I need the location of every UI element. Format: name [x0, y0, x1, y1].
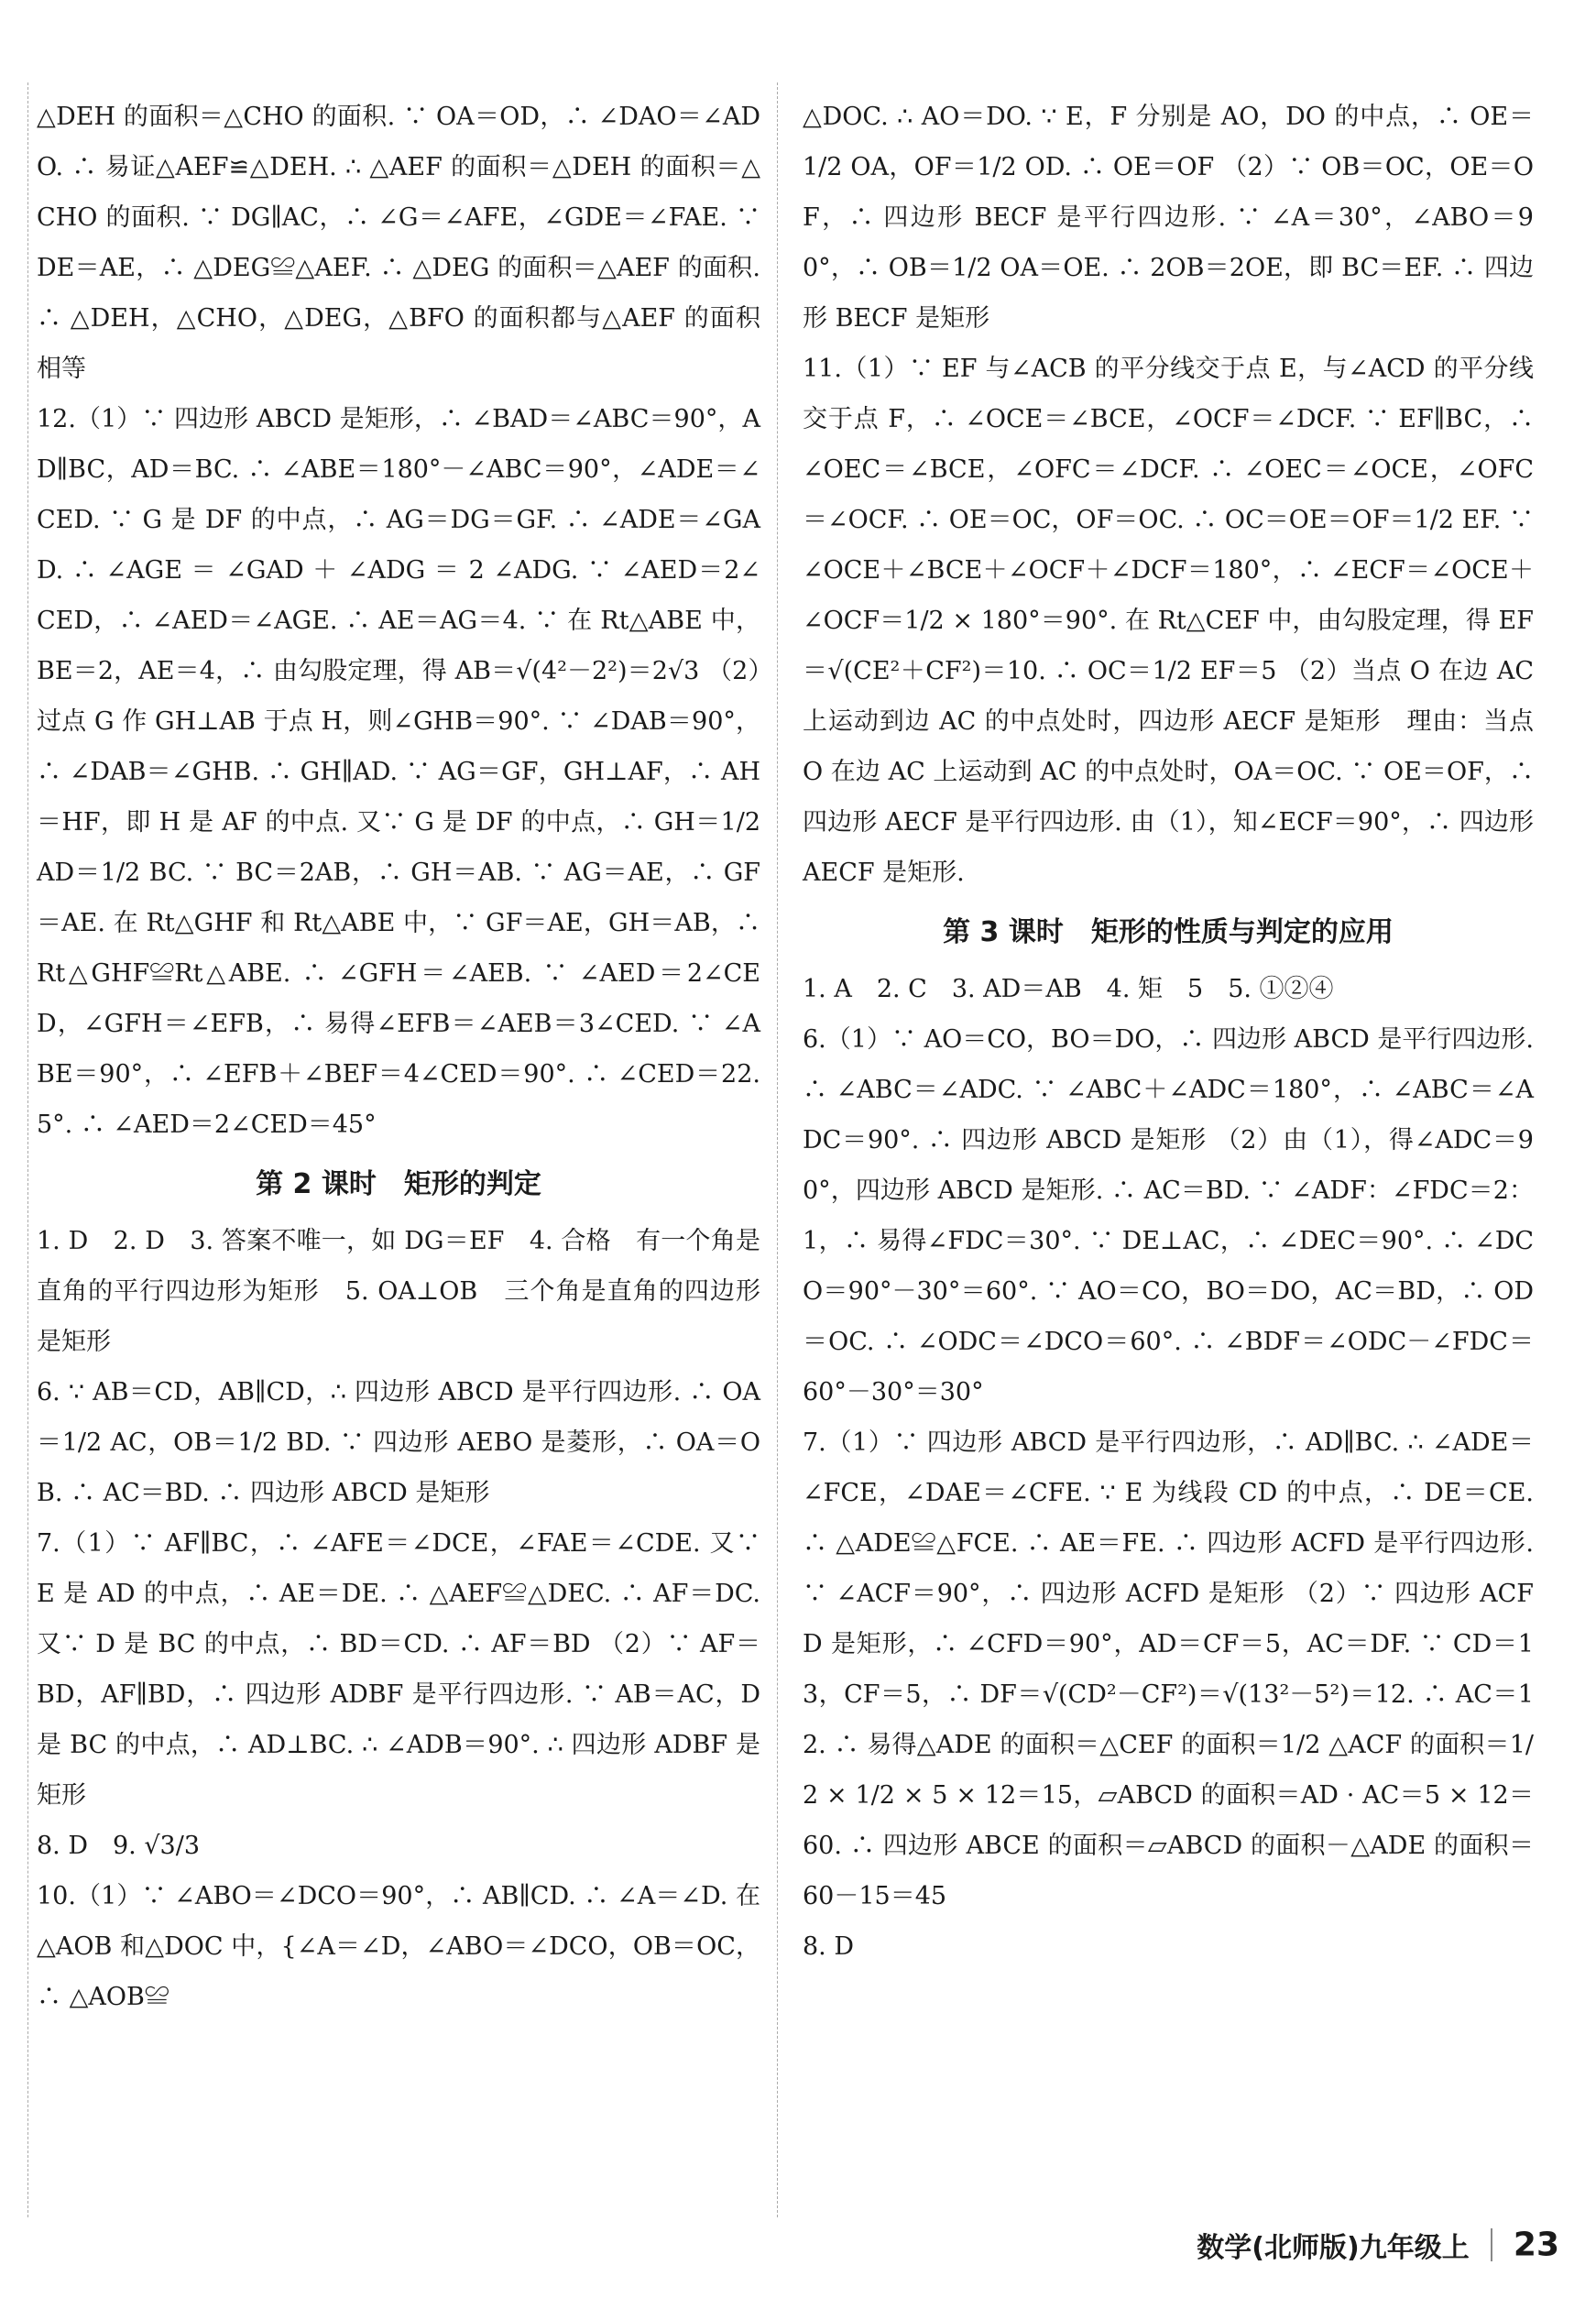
footer-subject: 数学(北师版)九年级上 [1197, 2232, 1470, 2264]
answer-7-lesson-3: 7.（1）∵ 四边形 ABCD 是平行四边形，∴ AD∥BC. ∴ ∠ADE＝∠FCE，∠DAE＝∠CFE. ∵ E 为线段 CD 的中点，∴ DE＝CE. ∴ △ADE≌△FCE. ∴ AE＝FE. ∴ 四边形 ACFD 是平行四边形. ∵ ∠ACF＝90°，∴ 四边形 ACFD 是矩形 （2）∵ 四边形 ACFD 是矩形，∴ ∠CFD＝90°，AD＝CF＝5，AC＝DF. ∵ CD＝13，CF＝5，∴ DF＝√(CD²－CF²)＝√(13²－5²)＝12. ∴ AC＝12. ∴ 易得△ADE 的面积＝△CEF 的面积＝1/2 △ACF 的面积＝1/2 × 1/2 × 5 × 12＝15，▱ABCD 的面积＝AD · AC＝5 × 12＝60. ∴ 四边形 ABCE 的面积＝▱ABCD 的面积－△ADE 的面积＝60－15＝45 [803, 1428, 1534, 1910]
paragraph-continuation-area: △DEH 的面积＝△CHO 的面积. ∵ OA＝OD，∴ ∠DAO＝∠ADO. ∴ 易证△AEF≌△DEH. ∴ △AEF 的面积＝△DEH 的面积＝△CHO 的面积. ∵ DG∥AC，∴ ∠G＝∠AFE，∠GDE＝∠FAE. ∵ DE＝AE，∴ △DEG≌△AEF. ∴ △DEG 的面积＝△AEF 的面积. ∴ △DEH，△CHO，△DEG，△BFO 的面积都与△AEF 的面积相等 [37, 103, 760, 383]
answer-6-lesson-3: 6.（1）∵ AO＝CO，BO＝DO，∴ 四边形 ABCD 是平行四边形. ∴ ∠ABC＝∠ADC. ∵ ∠ABC＋∠ADC＝180°，∴ ∠ABC＝∠ADC＝90°. ∴ 四边形 ABCD 是矩形 （2）由（1），得∠ADC＝90°，四边形 ABCD 是矩形. ∴ AC＝BD. ∵ ∠ADF：∠FDC＝2：1，∴ 易得∠FDC＝30°. ∵ DE⊥AC，∴ ∠DEC＝90°. ∴ ∠DCO＝90°－30°＝60°. ∵ AO＝CO，BO＝DO，AC＝BD，∴ OD＝OC. ∴ ∠ODC＝∠DCO＝60°. ∴ ∠BDF＝∠ODC－∠FDC＝60°－30°＝30° [803, 1025, 1534, 1406]
left-margin-rule [27, 82, 28, 2217]
page-footer [1197, 2225, 1559, 2265]
section-heading-lesson-2: 第 2 课时 矩形的判定 [256, 1168, 541, 1200]
answers-1-5: 1. D 2. D 3. 答案不唯一，如 DG＝EF 4. 合格 有一个角是直角的平行四边形为矩形 5. OA⊥OB 三个角是直角的四边形是矩形 [37, 1227, 760, 1356]
section-heading-lesson-3: 第 3 课时 矩形的性质与判定的应用 [943, 916, 1394, 948]
column-divider [777, 82, 778, 2217]
left-column [33, 92, 760, 2022]
right-column [803, 92, 1534, 1972]
answer-8-lesson-3: 8. D [803, 1932, 854, 1961]
answers-8-9: 8. D 9. √3/3 [37, 1832, 200, 1860]
answer-10: 10.（1）∵ ∠ABO＝∠DCO＝90°，∴ AB∥CD. ∴ ∠A＝∠D. 在△AOB 和△DOC 中，{∠A＝∠D，∠ABO＝∠DCO，OB＝OC，∴ △AOB≌ [37, 1882, 760, 2011]
answers-1-5-lesson-3: 1. A 2. C 3. AD＝AB 4. 矩 5 5. ①②④ [803, 975, 1334, 1003]
answer-7: 7.（1）∵ AF∥BC，∴ ∠AFE＝∠DCE，∠FAE＝∠CDE. 又∵ E 是 AD 的中点，∴ AE＝DE. ∴ △AEF≌△DEC. ∴ AF＝DC. 又∵ D 是 BC 的中点，∴ BD＝CD. ∴ AF＝BD （2）∵ AF＝BD，AF∥BD，∴ 四边形 ADBF 是平行四边形. ∵ AB＝AC，D 是 BC 的中点，∴ AD⊥BC. ∴ ∠ADB＝90°. ∴ 四边形 ADBF 是矩形 [37, 1529, 760, 1810]
answer-12: 12.（1）∵ 四边形 ABCD 是矩形，∴ ∠BAD＝∠ABC＝90°，AD∥BC，AD＝BC. ∴ ∠ABE＝180°－∠ABC＝90°，∠ADE＝∠CED. ∵ G 是 DF 的中点，∴ AG＝DG＝GF. ∴ ∠ADE＝∠GAD. ∴ ∠AGE ＝ ∠GAD ＋ ∠ADG ＝ 2 ∠ADG. ∵ ∠AED＝2∠CED，∴ ∠AED＝∠AGE. ∴ AE＝AG＝4. ∵ 在 Rt△ABE 中，BE＝2，AE＝4，∴ 由勾股定理，得 AB＝√(4²－2²)＝2√3 （2）过点 G 作 GH⊥AB 于点 H，则∠GHB＝90°. ∵ ∠DAB＝90°，∴ ∠DAB＝∠GHB. ∴ GH∥AD. ∵ AG＝GF，GH⊥AF，∴ AH＝HF，即 H 是 AF 的中点. 又∵ G 是 DF 的中点，∴ GH＝1/2 AD＝1/2 BC. ∵ BC＝2AB，∴ GH＝AB. ∵ AG＝AE，∴ GF＝AE. 在 Rt△GHF 和 Rt△ABE 中，∵ GF＝AE，GH＝AB，∴ Rt△GHF≌Rt△ABE. ∴ ∠GFH＝∠AEB. ∵ ∠AED＝2∠CED，∠GFH＝∠EFB，∴ 易得∠EFB＝∠AEB＝3∠CED. ∵ ∠ABE＝90°，∴ ∠EFB＋∠BEF＝4∠CED＝90°. ∴ ∠CED＝22.5°. ∴ ∠AED＝2∠CED＝45° [37, 405, 760, 1139]
footer-separator [1491, 2228, 1492, 2261]
answer-6: 6. ∵ AB＝CD，AB∥CD，∴ 四边形 ABCD 是平行四边形. ∴ OA＝1/2 AC，OB＝1/2 BD. ∵ 四边形 AEBO 是菱形，∴ OA＝OB. ∴ AC＝BD. ∴ 四边形 ABCD 是矩形 [37, 1378, 760, 1507]
answer-10-continued: △DOC. ∴ AO＝DO. ∵ E，F 分别是 AO，DO 的中点，∴ OE＝1/2 OA，OF＝1/2 OD. ∴ OE＝OF （2）∵ OB＝OC，OE＝OF，∴ 四边形 BECF 是平行四边形. ∵ ∠A＝30°，∠ABO＝90°，∴ OB＝1/2 OA＝OE. ∴ 2OB＝2OE，即 BC＝EF. ∴ 四边形 BECF 是矩形 [803, 103, 1534, 333]
answer-11: 11.（1）∵ EF 与∠ACB 的平分线交于点 E，与∠ACD 的平分线交于点 F，∴ ∠OCE＝∠BCE，∠OCF＝∠DCF. ∵ EF∥BC，∴ ∠OEC＝∠BCE，∠OFC＝∠DCF. ∴ ∠OEC＝∠OCE，∠OFC＝∠OCF. ∴ OE＝OC，OF＝OC. ∴ OC＝OE＝OF＝1/2 EF. ∵ ∠OCE＋∠BCE＋∠OCF＋∠DCF＝180°，∴ ∠ECF＝∠OCE＋∠OCF＝1/2 × 180°＝90°. 在 Rt△CEF 中，由勾股定理，得 EF＝√(CE²＋CF²)＝10. ∴ OC＝1/2 EF＝5 （2）当点 O 在边 AC 上运动到边 AC 的中点处时，四边形 AECF 是矩形 理由：当点 O 在边 AC 上运动到 AC 的中点处时，OA＝OC. ∵ OE＝OF，∴ 四边形 AECF 是平行四边形. 由（1），知∠ECF＝90°，∴ 四边形 AECF 是矩形. [803, 355, 1534, 887]
page-number: 23 [1513, 2226, 1559, 2264]
